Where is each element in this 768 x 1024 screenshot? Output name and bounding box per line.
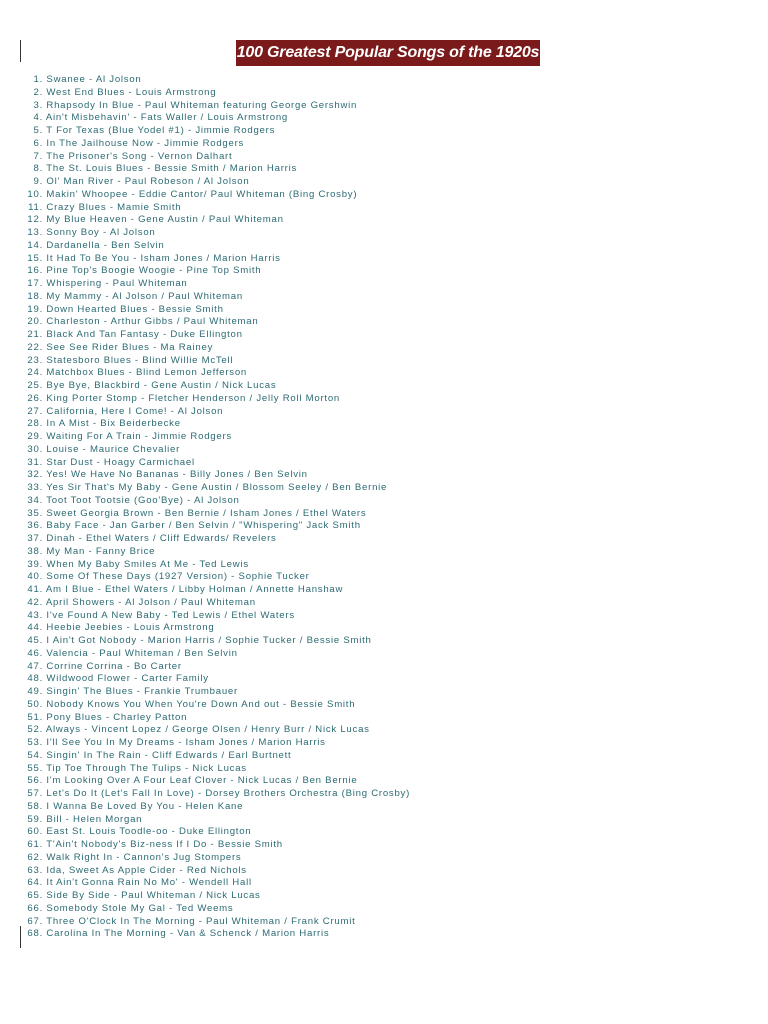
- list-item: [24, 775, 410, 788]
- song-number: 67.: [27, 915, 43, 927]
- song-number: 29.: [27, 431, 43, 442]
- song-number: 51.: [27, 711, 43, 723]
- song-title-artist: Louise - Maurice Chevalier: [46, 443, 181, 455]
- song-title-artist: I'm Looking Over A Four Leaf Clover - Nick Lucas / Ben Bernie: [46, 775, 358, 787]
- song-title-artist: Singin' The Blues - Frankie Trumbauer: [46, 686, 238, 697]
- song-title-artist: Ol' Man River - Paul Robeson / Al Jolson: [46, 176, 250, 187]
- song-title-artist: Swanee - Al Jolson: [46, 74, 142, 85]
- song-title-artist: West End Blues - Louis Armstrong: [46, 86, 217, 98]
- song-number: 32.: [27, 469, 43, 481]
- list-item: [24, 890, 410, 903]
- list-item: [24, 826, 410, 839]
- song-title-artist: When My Baby Smiles At Me - Ted Lewis: [46, 558, 249, 570]
- song-number: 24.: [27, 367, 43, 379]
- song-title-artist: Wildwood Flower - Carter Family: [46, 673, 209, 685]
- list-item: [24, 112, 410, 125]
- song-number: 10.: [27, 188, 43, 200]
- list-item: [24, 393, 410, 406]
- list-item: [24, 622, 410, 635]
- list-item: [24, 699, 410, 712]
- song-title-artist: Dardanella - Ben Selvin: [46, 239, 165, 251]
- song-number: 39.: [27, 558, 43, 570]
- list-item: [24, 329, 410, 342]
- song-number: 60.: [27, 826, 43, 838]
- list-item: [24, 189, 410, 202]
- list-item: [24, 240, 410, 253]
- song-title-artist: Charleston - Arthur Gibbs / Paul Whiteman: [46, 316, 259, 328]
- list-item: [24, 151, 410, 164]
- list-item: [24, 610, 410, 623]
- list-item: [24, 916, 410, 929]
- list-item: [24, 176, 410, 189]
- song-number: 16.: [27, 265, 43, 277]
- song-number: 48.: [27, 673, 43, 685]
- list-item: [24, 265, 410, 278]
- song-number: 28.: [27, 418, 43, 430]
- song-title-artist: Black And Tan Fantasy - Duke Ellington: [46, 329, 243, 340]
- song-title-artist: Somebody Stole My Gal - Ted Weems: [46, 902, 234, 914]
- list-item: [24, 355, 410, 368]
- list-item: [24, 508, 410, 521]
- song-title-artist: My Blue Heaven - Gene Austin / Paul Whiteman: [46, 214, 284, 226]
- list-item: [24, 533, 410, 546]
- song-title-artist: Pony Blues - Charley Patton: [46, 711, 188, 723]
- list-item: [24, 202, 410, 215]
- song-number: 4.: [33, 112, 43, 124]
- list-item: [24, 750, 410, 763]
- song-number: 58.: [27, 800, 43, 812]
- song-title-artist: In A Mist - Bix Beiderbecke: [46, 418, 181, 430]
- song-number: 61.: [27, 839, 43, 850]
- list-item: [24, 342, 410, 355]
- song-number: 30.: [27, 443, 43, 455]
- song-number: 14.: [27, 239, 43, 251]
- song-title-artist: Nobody Knows You When You're Down And out - Bessie Smith: [46, 698, 356, 710]
- song-title-artist: See See Rider Blues - Ma Rainey: [46, 341, 214, 353]
- song-number: 6.: [33, 137, 43, 149]
- list-item: [24, 316, 410, 329]
- list-item: [24, 227, 410, 240]
- list-item: [24, 928, 410, 941]
- song-number: 9.: [33, 176, 43, 187]
- song-title-artist: In The Jailhouse Now - Jimmie Rodgers: [46, 137, 245, 149]
- song-list: [24, 74, 410, 941]
- list-item: [24, 852, 410, 865]
- song-number: 43.: [27, 609, 43, 621]
- song-number: 20.: [27, 316, 43, 328]
- song-title-artist: Yes! We Have No Bananas - Billy Jones / Ben Selvin: [46, 469, 308, 481]
- song-number: 62.: [27, 851, 43, 863]
- song-title-artist: Corrine Corrina - Bo Carter: [46, 660, 182, 672]
- list-item: [24, 814, 410, 827]
- list-item: [24, 839, 410, 852]
- song-number: 7.: [33, 150, 43, 162]
- list-item: [24, 546, 410, 559]
- song-title-artist: Matchbox Blues - Blind Lemon Jefferson: [46, 367, 247, 379]
- list-item: [24, 214, 410, 227]
- list-item: [24, 87, 410, 100]
- song-title-artist: Always - Vincent Lopez / George Olsen / Henry Burr / Nick Lucas: [45, 724, 370, 736]
- song-title-artist: Some Of These Days (1927 Version) - Sophie Tucker: [46, 571, 310, 583]
- song-title-artist: Valencia - Paul Whiteman / Ben Selvin: [46, 647, 238, 659]
- list-item: [24, 597, 410, 610]
- song-title-artist: Waiting For A Train - Jimmie Rodgers: [46, 431, 232, 442]
- song-title-artist: Rhapsody In Blue - Paul Whiteman featuring George Gershwin: [46, 99, 358, 111]
- song-title-artist: Three O'Clock In The Morning - Paul Whiteman / Frank Crumit: [46, 915, 356, 927]
- list-item: [24, 138, 410, 151]
- list-item: [24, 571, 410, 584]
- song-title-artist: Carolina In The Morning - Van & Schenck / Marion Harris: [46, 928, 330, 940]
- song-title-artist: I Ain't Got Nobody - Marion Harris / Sophie Tucker / Bessie Smith: [46, 635, 372, 646]
- song-number: 36.: [27, 520, 43, 532]
- song-number: 33.: [27, 482, 43, 493]
- list-item: [24, 686, 410, 699]
- song-title-artist: Bye Bye, Blackbird - Gene Austin / Nick Lucas: [46, 380, 277, 391]
- list-item: [24, 801, 410, 814]
- song-title-artist: Ida, Sweet As Apple Cider - Red Nichols: [46, 864, 247, 876]
- song-number: 42.: [27, 596, 43, 608]
- song-title-artist: Sweet Georgia Brown - Ben Bernie / Isham Jones / Ethel Waters: [46, 507, 367, 519]
- song-title-artist: T For Texas (Blue Yodel #1) - Jimmie Rodgers: [46, 125, 276, 136]
- list-item: [24, 163, 410, 176]
- song-title-artist: It Ain't Gonna Rain No Mo' - Wendell Hall: [46, 877, 252, 889]
- list-item: [24, 304, 410, 317]
- list-item: [24, 482, 410, 495]
- list-item: [24, 673, 410, 686]
- song-number: 35.: [27, 507, 43, 519]
- list-item: [24, 635, 410, 648]
- song-number: 37.: [27, 533, 43, 544]
- song-title-artist: Am I Blue - Ethel Waters / Libby Holman / Annette Hanshaw: [45, 584, 344, 595]
- list-item: [24, 763, 410, 776]
- song-number: 52.: [27, 724, 43, 736]
- song-title-artist: I Wanna Be Loved By You - Helen Kane: [46, 800, 244, 812]
- song-title-artist: I'll See You In My Dreams - Isham Jones / Marion Harris: [46, 737, 326, 748]
- song-number: 8.: [33, 163, 43, 175]
- song-number: 19.: [27, 303, 43, 315]
- list-item: [24, 648, 410, 661]
- song-title-artist: Makin' Whoopee - Eddie Cantor/ Paul Whiteman (Bing Crosby): [46, 188, 358, 200]
- song-title-artist: Crazy Blues - Mamie Smith: [46, 201, 182, 213]
- list-item: [24, 418, 410, 431]
- song-number: 55.: [27, 762, 43, 774]
- list-item: [24, 100, 410, 113]
- song-title-artist: Statesboro Blues - Blind Willie McTell: [46, 354, 234, 366]
- left-margin-rule-top: [20, 40, 21, 62]
- page-title: 100 Greatest Popular Songs of the 1920s: [236, 40, 540, 66]
- song-title-artist: Let's Do It (Let's Fall In Love) - Dorsey Brothers Orchestra (Bing Crosby): [46, 788, 411, 799]
- list-item: [24, 788, 410, 801]
- song-number: 13.: [27, 227, 43, 238]
- song-number: 23.: [27, 354, 43, 366]
- song-number: 65.: [27, 890, 43, 901]
- song-number: 66.: [27, 902, 43, 914]
- song-number: 22.: [27, 341, 43, 353]
- song-title-artist: Dinah - Ethel Waters / Cliff Edwards/ Revelers: [46, 533, 277, 544]
- song-number: 2.: [33, 86, 43, 98]
- song-number: 15.: [27, 252, 43, 264]
- song-title-artist: Tip Toe Through The Tulips - Nick Lucas: [46, 762, 247, 774]
- song-number: 1.: [33, 74, 43, 85]
- song-number: 53.: [27, 737, 43, 748]
- song-title-artist: Walk Right In - Cannon's Jug Stompers: [46, 851, 242, 863]
- song-number: 26.: [27, 392, 43, 404]
- song-title-artist: Bill - Helen Morgan: [46, 813, 143, 825]
- song-title-artist: April Showers - Al Jolson / Paul Whiteman: [45, 596, 256, 608]
- list-item: [24, 431, 410, 444]
- song-number: 21.: [27, 329, 43, 340]
- song-number: 12.: [27, 214, 43, 226]
- list-item: [24, 520, 410, 533]
- song-title-artist: T'Ain't Nobody's Biz-ness If I Do - Bessie Smith: [46, 839, 283, 850]
- song-title-artist: Heebie Jeebies - Louis Armstrong: [46, 622, 215, 634]
- song-title-artist: It Had To Be You - Isham Jones / Marion Harris: [46, 252, 281, 264]
- song-number: 47.: [27, 660, 43, 672]
- song-title-artist: Toot Toot Tootsie (Goo'Bye) - Al Jolson: [46, 494, 240, 506]
- list-item: [24, 495, 410, 508]
- song-title-artist: My Man - Fanny Brice: [46, 545, 156, 557]
- list-item: [24, 877, 410, 890]
- song-number: 3.: [33, 99, 43, 111]
- list-item: [24, 469, 410, 482]
- song-title-artist: California, Here I Come! - Al Jolson: [46, 405, 224, 417]
- song-title-artist: Singin' In The Rain - Cliff Edwards / Earl Burtnett: [46, 749, 292, 761]
- song-number: 25.: [27, 380, 43, 391]
- song-number: 49.: [27, 686, 43, 697]
- song-number: 5.: [33, 125, 43, 136]
- list-item: [24, 253, 410, 266]
- song-title-artist: The Prisoner's Song - Vernon Dalhart: [46, 150, 233, 162]
- song-title-artist: Baby Face - Jan Garber / Ben Selvin / "Whispering" Jack Smith: [46, 520, 361, 532]
- list-item: [24, 291, 410, 304]
- song-number: 54.: [27, 749, 43, 761]
- song-number: 50.: [27, 698, 43, 710]
- list-item: [24, 584, 410, 597]
- song-number: 18.: [27, 290, 43, 302]
- song-number: 56.: [27, 775, 43, 787]
- song-number: 59.: [27, 813, 43, 825]
- song-number: 57.: [27, 788, 43, 799]
- list-item: [24, 559, 410, 572]
- song-title-artist: I've Found A New Baby - Ted Lewis / Ethel Waters: [46, 609, 295, 621]
- song-number: 68.: [27, 928, 43, 940]
- song-number: 46.: [27, 647, 43, 659]
- song-number: 64.: [27, 877, 43, 889]
- song-title-artist: East St. Louis Toodle-oo - Duke Ellington: [46, 826, 252, 838]
- song-title-artist: My Mammy - Al Jolson / Paul Whiteman: [46, 290, 243, 302]
- left-margin-rule-bottom: [20, 926, 21, 948]
- song-title-artist: The St. Louis Blues - Bessie Smith / Marion Harris: [46, 163, 298, 175]
- song-number: 34.: [27, 494, 43, 506]
- song-number: 17.: [27, 278, 43, 289]
- list-item: [24, 724, 410, 737]
- song-number: 45.: [27, 635, 43, 646]
- song-title-artist: Down Hearted Blues - Bessie Smith: [46, 303, 224, 315]
- list-item: [24, 367, 410, 380]
- song-title-artist: Star Dust - Hoagy Carmichael: [46, 456, 195, 468]
- song-title-artist: Whispering - Paul Whiteman: [46, 278, 188, 289]
- list-item: [24, 74, 410, 87]
- song-number: 44.: [27, 622, 43, 634]
- list-item: [24, 865, 410, 878]
- song-title-artist: Pine Top's Boogie Woogie - Pine Top Smith: [46, 265, 262, 277]
- song-number: 41.: [27, 584, 43, 595]
- list-item: [24, 278, 410, 291]
- list-item: [24, 125, 410, 138]
- list-item: [24, 712, 410, 725]
- song-title-artist: Side By Side - Paul Whiteman / Nick Lucas: [46, 890, 261, 901]
- list-item: [24, 457, 410, 470]
- song-title-artist: Yes Sir That's My Baby - Gene Austin / Blossom Seeley / Ben Bernie: [46, 482, 388, 493]
- list-item: [24, 903, 410, 916]
- song-number: 40.: [27, 571, 43, 583]
- list-item: [24, 661, 410, 674]
- song-number: 11.: [28, 201, 43, 213]
- song-number: 31.: [27, 456, 43, 468]
- song-number: 38.: [27, 545, 43, 557]
- song-number: 63.: [27, 864, 43, 876]
- list-item: [24, 380, 410, 393]
- list-item: [24, 444, 410, 457]
- list-item: [24, 737, 410, 750]
- song-title-artist: Ain't Misbehavin' - Fats Waller / Louis Armstrong: [45, 112, 289, 124]
- list-item: [24, 406, 410, 419]
- song-number: 27.: [27, 405, 43, 417]
- song-title-artist: King Porter Stomp - Fletcher Henderson / Jelly Roll Morton: [46, 392, 340, 404]
- song-title-artist: Sonny Boy - Al Jolson: [46, 227, 156, 238]
